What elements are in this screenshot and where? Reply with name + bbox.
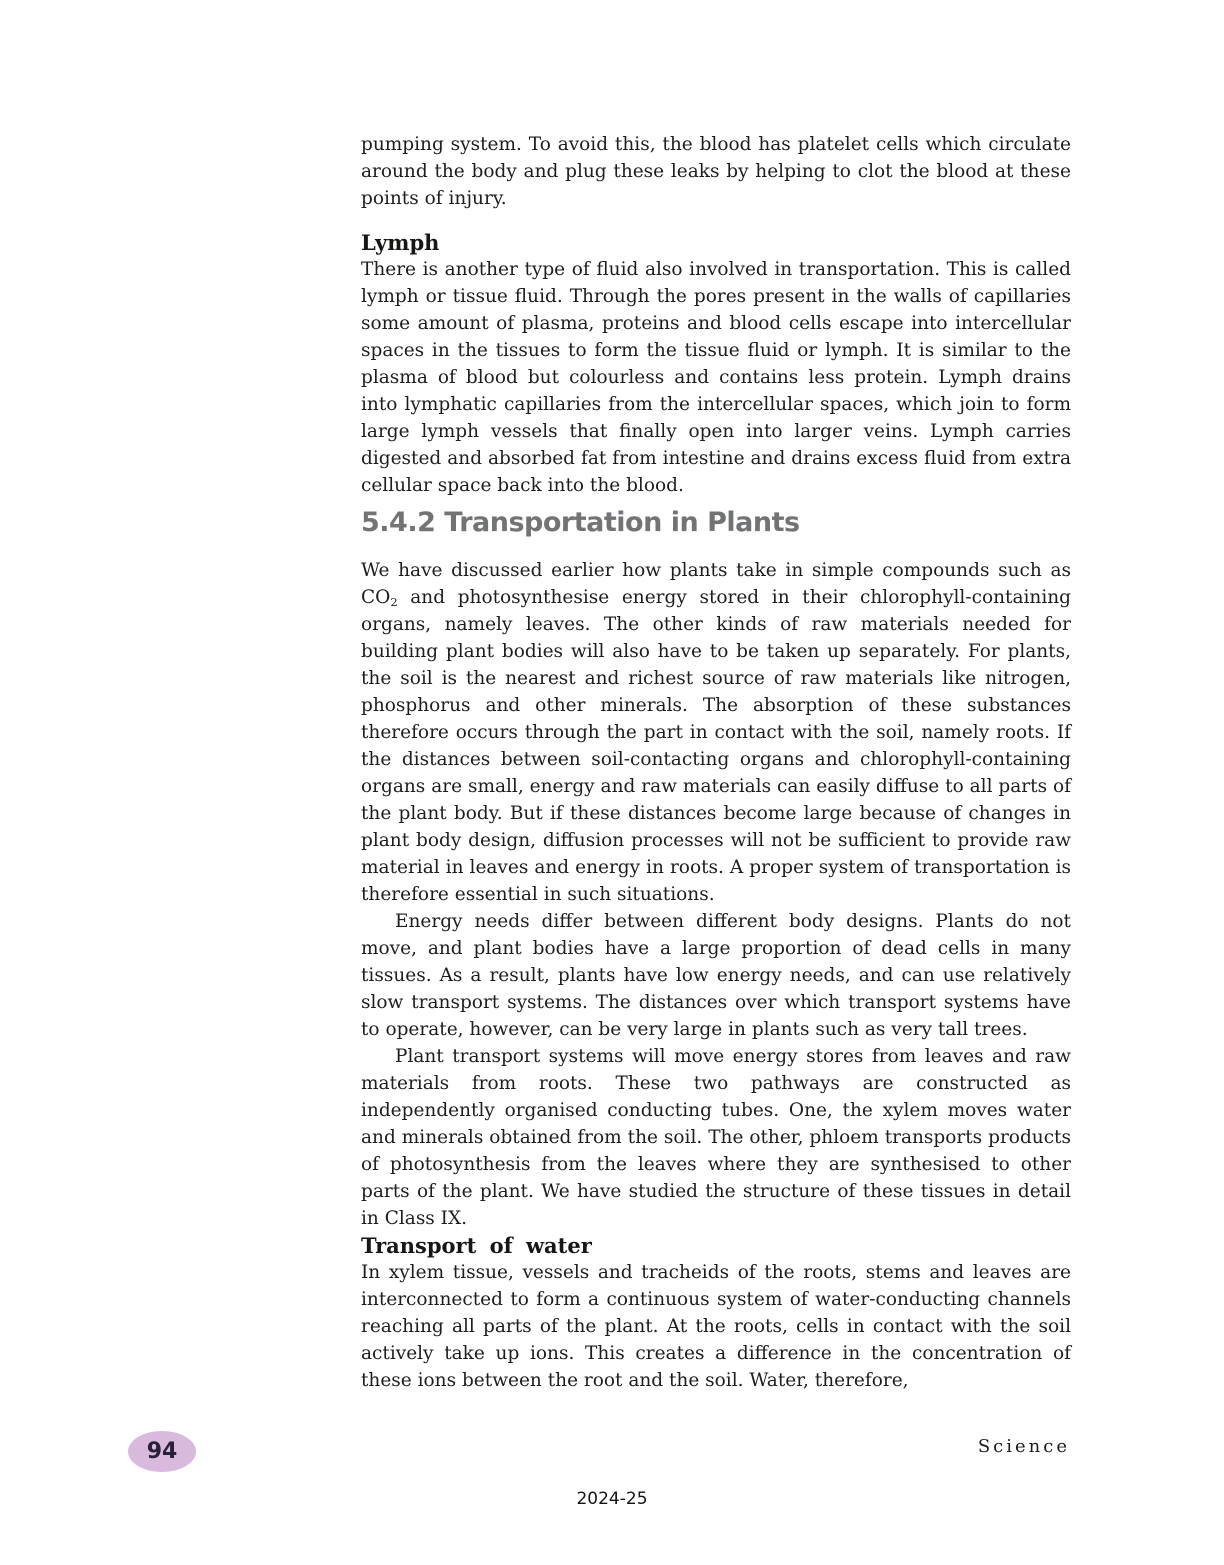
paragraph-plants-1 xyxy=(361,557,1071,908)
page-number-badge xyxy=(128,1431,196,1472)
water-heading: Transport of water xyxy=(361,1233,592,1258)
paragraph-water: In xylem tissue, vessels and tracheids of the roots, stems and leaves are interconnected to form a continuous system of water-conducting channels reaching all parts of the plant. At the roots, cells in contact with the soil actively take up ions. This creates a difference in the concentration of these ions between the root and the soil. Water, therefore, xyxy=(361,1262,1071,1391)
paragraph-intro: pumping system. To avoid this, the blood has platelet cells which circulate around the body and plug these leaks by helping to clot the blood at these points of injury. xyxy=(361,134,1071,209)
top-text-block xyxy=(361,131,1071,499)
footer-book-title: Science xyxy=(977,1436,1070,1457)
paragraph-plants-1-post: and photosynthesise energy stored in their chlorophyll-containing organs, namely leaves. The other kinds of raw materials needed for building plant bodies will also have to be taken up separately. For plants, the soil is the nearest and richest source of raw materials like nitrogen, phosphorus and other minerals. The absorption of these substances therefore occurs through the part in contact with the soil, namely roots. If the distances between soil-contacting organs and chlorophyll-containing organs are small, energy and raw materials can easily diffuse to all parts of the plant body. But if these distances become large because of changes in plant body design, diffusion processes will not be sufficient to provide raw material in leaves and energy in roots. A proper system of transportation is therefore essential in such situations. xyxy=(361,587,1071,905)
paragraph-plants-2: Energy needs differ between different body designs. Plants do not move, and plant bodies have a large proportion of dead cells in many tissues. As a result, plants have low energy needs, and can use relatively slow transport systems. The distances over which transport systems have to operate, however, can be very large in plants such as very tall trees. xyxy=(361,911,1071,1040)
paragraph-plants-3: Plant transport systems will move energy stores from leaves and raw materials from roots. These two pathways are constructed as independently organised conducting tubes. One, the xylem moves water and minerals obtained from the soil. The other, phloem transports products of photosynthesis from the leaves where they are synthesised to other parts of the plant. We have studied the structure of these tissues in detail in Class IX. xyxy=(361,1046,1071,1229)
transportation-in-plants-section xyxy=(361,500,1071,1232)
transport-of-water-section xyxy=(361,1232,1071,1394)
section-heading: 5.4.2 Transportation in Plants xyxy=(361,507,800,538)
paragraph-lymph: There is another type of fluid also involved in transportation. This is called lymph or tissue fluid. Through the pores present in the walls of capillaries some amount of plasma, proteins and blood cells escape into intercellular spaces in the tissues to form the tissue fluid or lymph. It is similar to the plasma of blood but colourless and contains less protein. Lymph drains into lymphatic capillaries from the intercellular spaces, which join to form large lymph vessels that finally open into larger veins. Lymph carries digested and absorbed fat from intestine and drains excess fluid from extra cellular space back into the blood. xyxy=(361,259,1071,496)
lymph-heading: Lymph xyxy=(361,230,440,255)
paragraph-plants-1-pre: We have discussed earlier how plants take in simple compounds such as CO xyxy=(361,560,1071,608)
page-number: 94 xyxy=(146,1439,178,1464)
footer-session-year: 2024-25 xyxy=(576,1489,648,1509)
co2-subscript: 2 xyxy=(390,594,398,609)
